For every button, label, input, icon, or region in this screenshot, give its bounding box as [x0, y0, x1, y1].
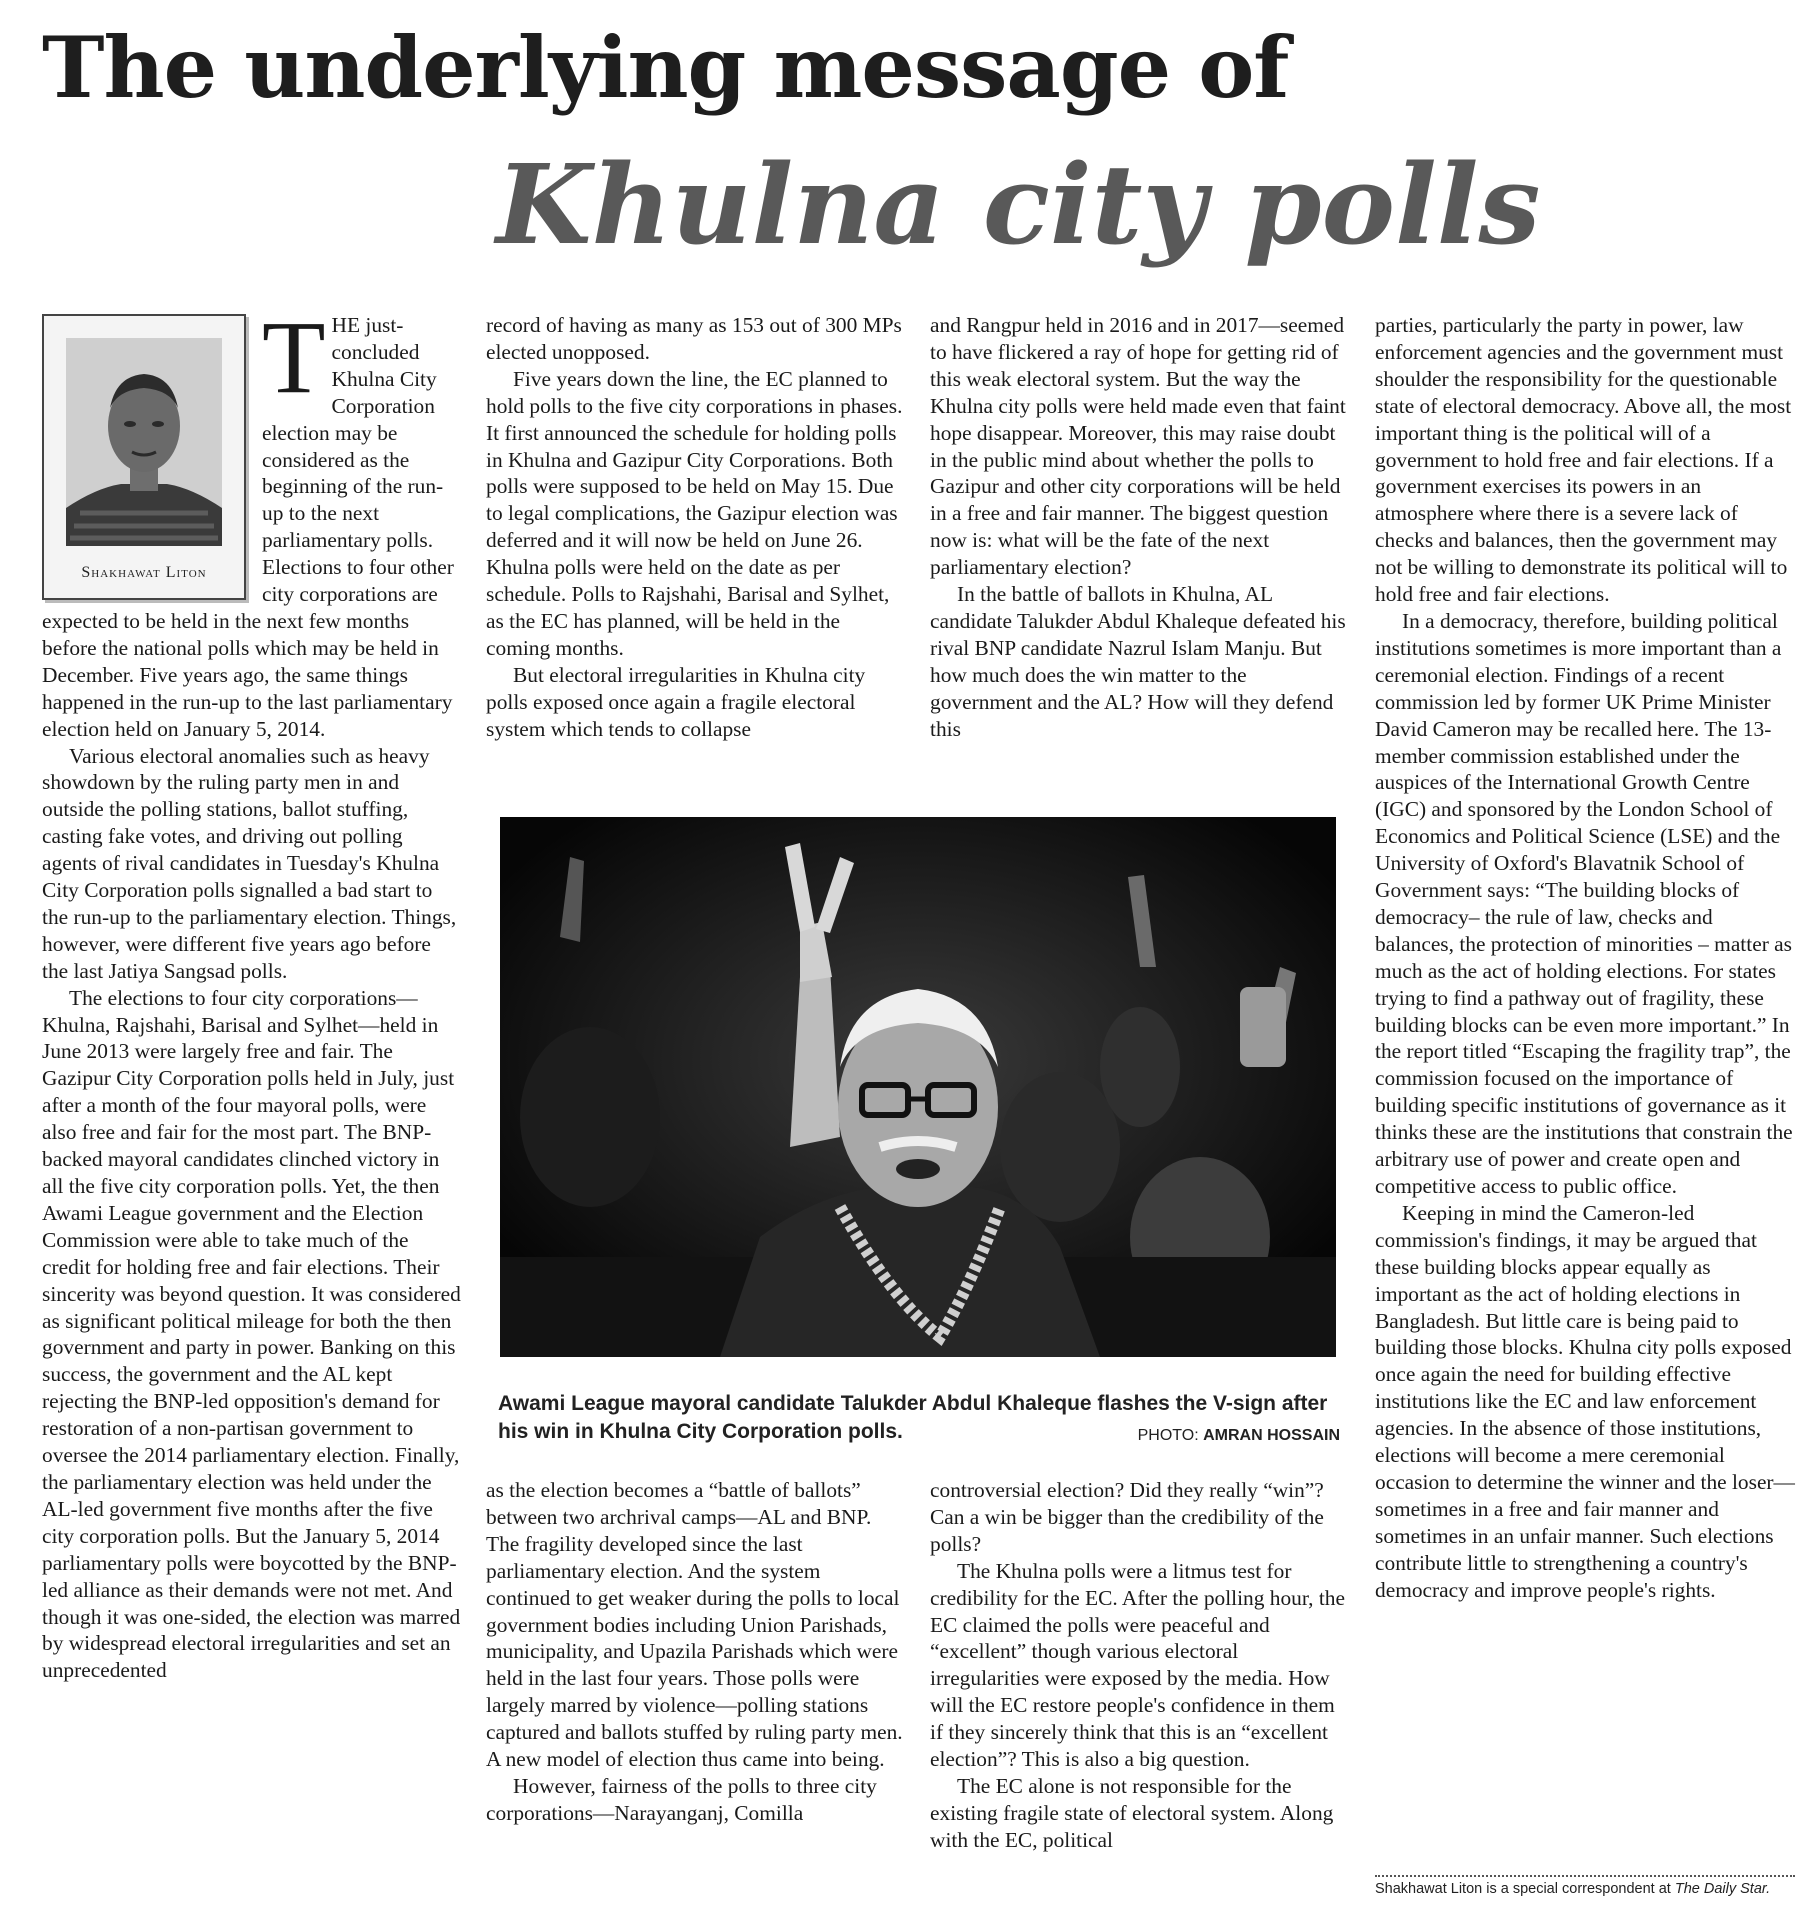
article-column-4 [1375, 312, 1795, 1604]
author-footnote [1375, 1880, 1795, 1899]
article-column-1 [42, 300, 462, 1684]
headline-line-1: The underlying message of [42, 18, 1289, 117]
article-column-3 [930, 312, 1350, 743]
author-portrait-icon [66, 338, 222, 546]
article-column-2 [486, 312, 904, 743]
paragraph: But electoral irregularities in Khulna city polls exposed once again a fragile electoral system which tends to collapse [486, 662, 866, 741]
paragraph: Keeping in mind the Cameron-led commission's findings, it may be argued that these building blocks appear equally as important as the act of holding elections in Bangladesh. But little care is being paid to building those blocks. Khulna city polls exposed once again the need for building effective institutions like the EC and law enforcement agencies. In the absence of those institutions, elections will become a mere ceremonial occasion to determine the winner and the loser—sometimes in a free and fair manner and sometimes in an unfair manner. Such elections contribute little to strengthening a country's democracy and improve people's rights. [1375, 1200, 1795, 1602]
photo-caption: Awami League mayoral candidate Talukder Abdul Khaleque flashes the V-sign after his win in Khulna City Corporation polls. [498, 1392, 1328, 1443]
article-column-2-continued [486, 1477, 904, 1827]
author-box [42, 314, 246, 600]
paragraph: Five years down the line, the EC planned to hold polls to the five city corporations in phases. It first announced the schedule for holding polls in Khulna and Gazipur City Corporations. Both polls were supposed to be held on May 15. Due to legal complications, the Gazipur election was deferred and it will now be held on June 26. Khulna polls were held on the date as per schedule. Polls to Rajshahi, Barisal and Sylhet, as the EC has planned, will be held in the coming months. [486, 366, 903, 660]
paragraph: and Rangpur held in 2016 and in 2017—seemed to have flickered a ray of hope for getting rid of this weak electoral system. But the way the Khulna city polls were held made even that faint hope disappear. Moreover, this may raise doubt in the public mind about whether the polls to Gazipur and other city corporations will be held in a free and fair manner. The biggest question now is: what will be the fate of the next parliamentary election? [930, 313, 1346, 580]
article-column-3-continued [930, 1477, 1350, 1854]
paragraph: Various electoral anomalies such as heavy showdown by the ruling party men in and outside the polling stations, ballot stuffing, casting fake votes, and driving out polling agents of rival candidates in Tuesday's Khulna City Corporation polls signalled a bad start to the run-up to the parliamentary election. Things, however, were different five years ago before the last Jatiya Sangsad polls. [42, 743, 457, 983]
drop-cap: T [262, 300, 326, 415]
publication-name: The Daily Star. [1674, 1881, 1771, 1897]
photo-credit [1118, 1427, 1340, 1445]
lead-text: HE just-concluded Khulna City Corporation election may be considered as the beginning of the run-up to the next parliamentary polls. Elections to four other city corporations are expected to be held in the next few months before the national polls which may be held in December. Five years ago, the same things happened in the run-up to the last parliamentary election held on January 5, 2014. [42, 313, 454, 741]
paragraph: The elections to four city corporations—Khulna, Rajshahi, Barisal and Sylhet—held in June 2013 were largely free and fair. The Gazipur City Corporation polls held in July, just after a month of the four mayoral polls, were also free and fair for the most part. The BNP-backed mayoral candidates clinched victory in all the five city corporation polls. Yet, the then Awami League government and the Election Commission were able to take much of the credit for holding free and fair elections. Their sincerity was beyond question. It was considered as significant political mileage for both the then government and party in power. Banking on this success, the government and the AL kept rejecting the BNP-led opposition's demand for restoration of a non-partisan government to oversee the 2014 parliamentary election. Finally, the parliamentary election was held under the AL-led government five months after the five city corporation polls. But the January 5, 2014 parliamentary polls were boycotted by the BNP-led alliance as their demands were not met. And though it was one-sided, the election was marred by widespread electoral irregularities and set an unprecedented [42, 985, 461, 1683]
paragraph: as the election becomes a “battle of ballots” between two archrival camps—AL and BNP. The fragility developed since the last parliamentary election. And the system continued to get weaker during the polls to local government bodies including Union Parishads, municipality, and Upazila Parishads which were held in the last four years. Those polls were largely marred by violence—polling stations captured and ballots stuffed by ruling party men. A new model of election thus came into being. [486, 1478, 903, 1772]
v-sign-celebration-photo [500, 817, 1336, 1357]
photographer-name: AMRAN HOSSAIN [1203, 1427, 1340, 1444]
footnote-text: Shakhawat Liton is a special correspondent at [1375, 1881, 1671, 1897]
paragraph: The Khulna polls were a litmus test for credibility for the EC. After the polling hour, the EC claimed the polls were peaceful and “excellent” though various electoral irregularities were exposed by the media. How will the EC restore people's confidence in them if they sincerely think that this is an “excellent election”? This is also a big question. [930, 1558, 1345, 1772]
paragraph: parties, particularly the party in power, law enforcement agencies and the government must shoulder the responsibility for the questionable state of electoral democracy. Above all, the most important thing is the political will of a government to hold free and fair elections. If a government exercises its powers in an atmosphere where there is a severe lack of checks and balances, then the government may not be willing to demonstrate its political will to hold free and fair elections. [1375, 313, 1792, 607]
paragraph: In the battle of ballots in Khulna, AL candidate Talukder Abdul Khaleque defeated his rival BNP candidate Nazrul Islam Manju. But how much does the win matter to the government and the AL? How will they defend this [930, 582, 1346, 741]
paragraph: However, fairness of the polls to three city corporations—Narayanganj, Comilla [486, 1773, 877, 1825]
footnote-divider [1375, 1875, 1795, 1877]
photo-credit-label: PHOTO: [1137, 1427, 1199, 1444]
headline-line-2: Khulna city polls [496, 140, 1541, 269]
paragraph: The EC alone is not responsible for the existing fragile state of electoral system. Along with the EC, political [930, 1773, 1334, 1852]
paragraph: record of having as many as 153 out of 300 MPs elected unopposed. [486, 313, 902, 364]
paragraph: In a democracy, therefore, building political institutions sometimes is more important than a ceremonial election. Findings of a recent commission led by former UK Prime Minister David Cameron may be recalled here. The 13-member commission established under the auspices of the International Growth Centre (IGC) and sponsored by the London School of Economics and Political Science (LSE) and the University of Oxford's Blavatnik School of Government says: “The building blocks of democracy– the rule of law, checks and balances, the protection of minorities – matter as much as the act of holding elections. For states trying to find a pathway out of fragility, these building blocks can be even more important.” In the report titled “Escaping the fragility trap”, the commission focused on the importance of building specific institutions of governance as it thinks these are the institutions that constrain the arbitrary use of power and create open and competitive access to public office. [1375, 608, 1793, 1198]
paragraph: controversial election? Did they really “win”? Can a win be bigger than the credibility of the polls? [930, 1478, 1324, 1556]
author-name: Shakhawat Liton [81, 564, 207, 581]
